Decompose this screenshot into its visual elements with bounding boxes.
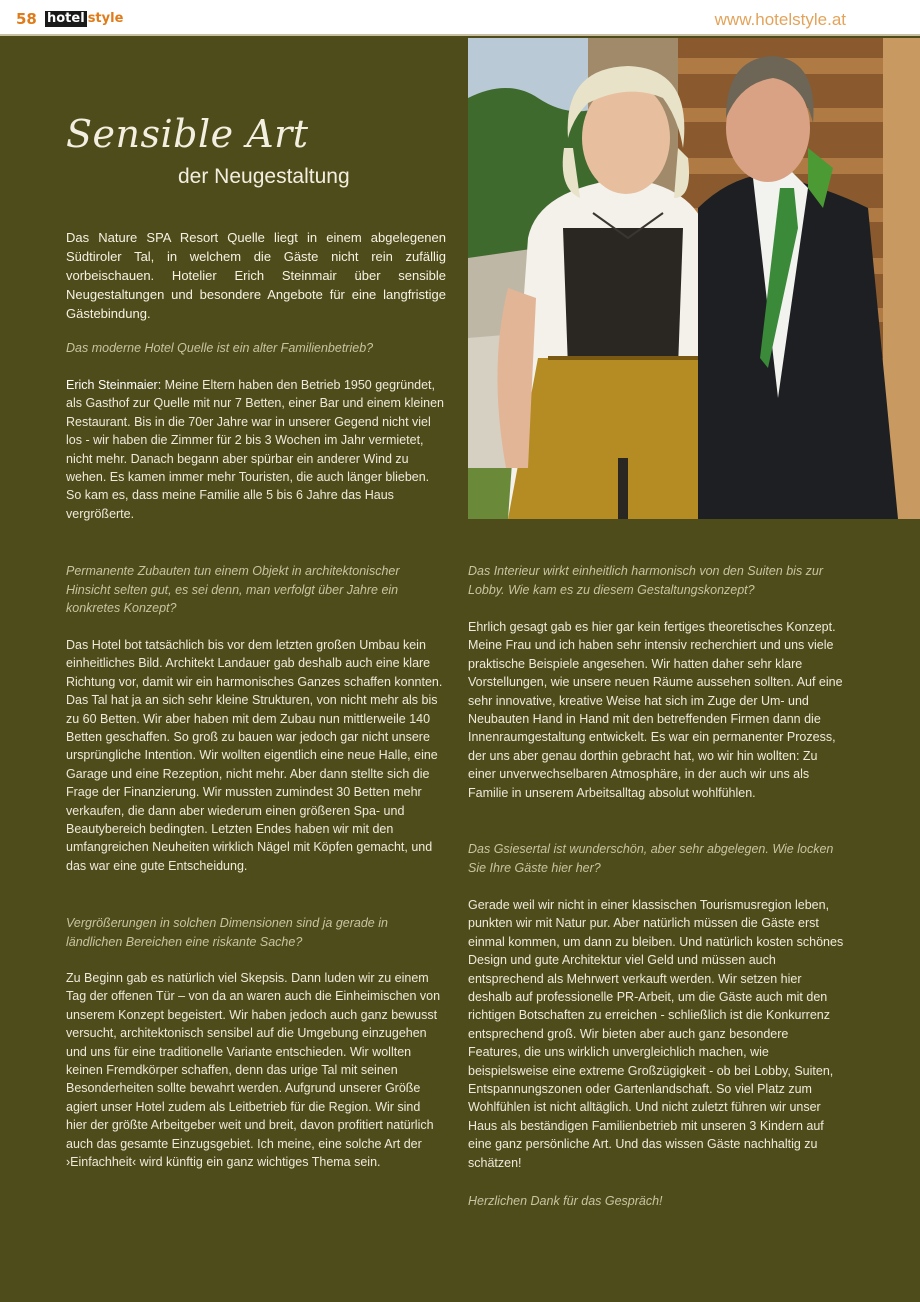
interviewee-name: Erich Steinmaier: [66,378,162,392]
answer-4: Ehrlich gesagt gab es hier gar kein fertiges theoretisches Konzept. Meine Frau und ich haben sehr intensiv recherchiert und uns viele praktische Beispiele angesehen. Wir hatten daher sehr klare Vorstellungen, wie unsere neuen Räume aussehen sollten. Auf eine sehr innovative, kreative Weise hat sich im Zuge der Um- und Neubauten Hand in Hand mit den betreffenden Firmen dann die Innenraumgestaltung entwickelt. Es war ein permanenter Prozess, der uns aber genau dorthin gebracht hat, wo wir hin wollten: Zu einer unverwechselbaren Atmosphäre, in der auch wir uns als Familie in unserem Arbeitsalltag absolut wohlfühlen. [468,620,843,800]
website-url[interactable]: www.hotelstyle.at [714,10,846,29]
magazine-logo [45,11,123,27]
question-3: Vergrößerungen in solchen Dimensionen sind ja gerade in ländlichen Bereichen eine riskante Sache? [66,916,388,949]
answer-5: Gerade weil wir nicht in einer klassischen Tourismusregion leben, punkten wir mit Natur pur. Aber natürlich müssen die Gäste erst einmal kommen, um dann zu bleiben. Und natürlich kosten schönes Design und gute Architektur viel Geld und müssen auch entsprechend als Mehrwert verkauft werden. Wir setzen hier deshalb auf professionelle PR-Arbeit, um die Gäste auch mit den richtigen Botschaften zu erreichen - schließlich ist die Konkurrenz entsprechend groß. Wir bieten aber auch ganz besondere Features, die uns wirklich unvergleichlich machen, wie beispielsweise eine extreme Großzügigkeit - ob bei Lobby, Suiten, Entspannungszonen oder Gartenlandschaft. So viel Platz zum Wohlfühlen ist nicht alltäglich. Und nicht zuletzt führen wir unser Haus als beständigen Familienbetrieb mit unseren 3 Kindern auf eine ganz persönliche Art. Und das wissen Gäste nachhaltig zu schätzen! [468,898,844,1170]
answer-1-text: Meine Eltern haben den Betrieb 1950 gegründet, als Gasthof zur Quelle mit nur 7 Betten, einer Bar und einem kleinen Restaurant. Bis in die 70er Jahre war in unserer Gegend nicht viel los - wir haben die Zimmer für 2 bis 3 Wochen im Jahr vermietet, nicht mehr. Danach begann aber spürbar ein anderer Wind zu wehen. Es kamen immer mehr Touristen, die auch länger blieben. So kam es, dass meine Familie alle 5 bis 6 Jahre das Haus vergrößerte. [66,378,444,521]
page-header [0,0,920,34]
logo-part-hotel: hotel [47,11,85,26]
photo-illustration [468,38,920,519]
article-intro: Das Nature SPA Resort Quelle liegt in einem abgelegenen Südtiroler Tal, in welchem die Gäste nicht rein zufällig vorbeischauen. Hotelier Erich Steinmair über sensible Neugestaltungen und besondere Angebote für eine langfristige Gästebindung. [66,230,446,321]
logo-part-style: style [87,11,124,26]
page-number: 58 [16,10,37,28]
answer-3: Zu Beginn gab es natürlich viel Skepsis. Dann luden wir zu einem Tag der offenen Tür – von da an waren auch die Einheimischen von unserem Konzept begeistert. Wir haben jedoch auch ganz bewusst versucht, architektonisch sensibel auf die Umgebung einzugehen und uns für eine traditionelle Variante entschieden. Wir wollten keinen Fremdkörper schaffen, denn das urige Tal mit seinen Besonderheiten sollte bewahrt werden. Aufgrund unserer Größe agiert unser Hotel zudem als Leitbetrieb für die Region. Wir sind hier der größte Arbeitgeber weit und breit, davon profitiert natürlich auch das gesamte Einzugsgebiet. Ich meine, eine solche Art der ›Einfachheit‹ wird künftig ein ganz wichtiges Thema sein. [66,971,441,1170]
article-title: Sensible Art [66,112,309,156]
question-2: Permanente Zubauten tun einem Objekt in architektonischer Hinsicht selten gut, es sei denn, man verfolgt über Jahre ein konkretes Konzept? [66,564,400,615]
closing-line: Herzlichen Dank für das Gespräch! [468,1194,663,1208]
hotelier-couple-photo [468,38,920,519]
question-1: Das moderne Hotel Quelle ist ein alter Familienbetrieb? [66,341,374,355]
article-subtitle: der Neugestaltung [178,165,350,188]
question-4: Das Interieur wirkt einheitlich harmonisch von den Suiten bis zur Lobby. Wie kam es zu diesem Gestaltungskonzept? [468,564,824,597]
answer-1 [66,376,444,523]
question-5: Das Gsiesertal ist wunderschön, aber sehr abgelegen. Wie locken Sie Ihre Gäste hier her? [468,842,834,875]
answer-2: Das Hotel bot tatsächlich bis vor dem letzten großen Umbau kein einheitliches Bild. Architekt Landauer gab deshalb auch eine klare Richtung vor, damit wir ein harmonisches Ganzes schaffen konnten. Das Tal hat ja an sich sehr kleine Strukturen, von nicht mehr als bis zu 60 Betten. Wir aber haben mit dem Zubau nun mittlerweile 140 Betten geschaffen. So groß zu bauen war jedoch gar nicht unsere ursprüngliche Intention. Wir wollten eigentlich eine neue Halle, eine Garage und eine Rezeption, nicht mehr. Aber dann stellte sich die Frage der Finanzierung. Wir mussten zumindest 30 Betten mehr verkaufen, die dann aber wiederum einen größeren Spa- und Beautybereich bedingten. Letzten Endes haben wir mit den umfangreichen Neuheiten wirklich Nägel mit Köpfen gemacht, und das war eine gute Entscheidung. [66,638,443,873]
